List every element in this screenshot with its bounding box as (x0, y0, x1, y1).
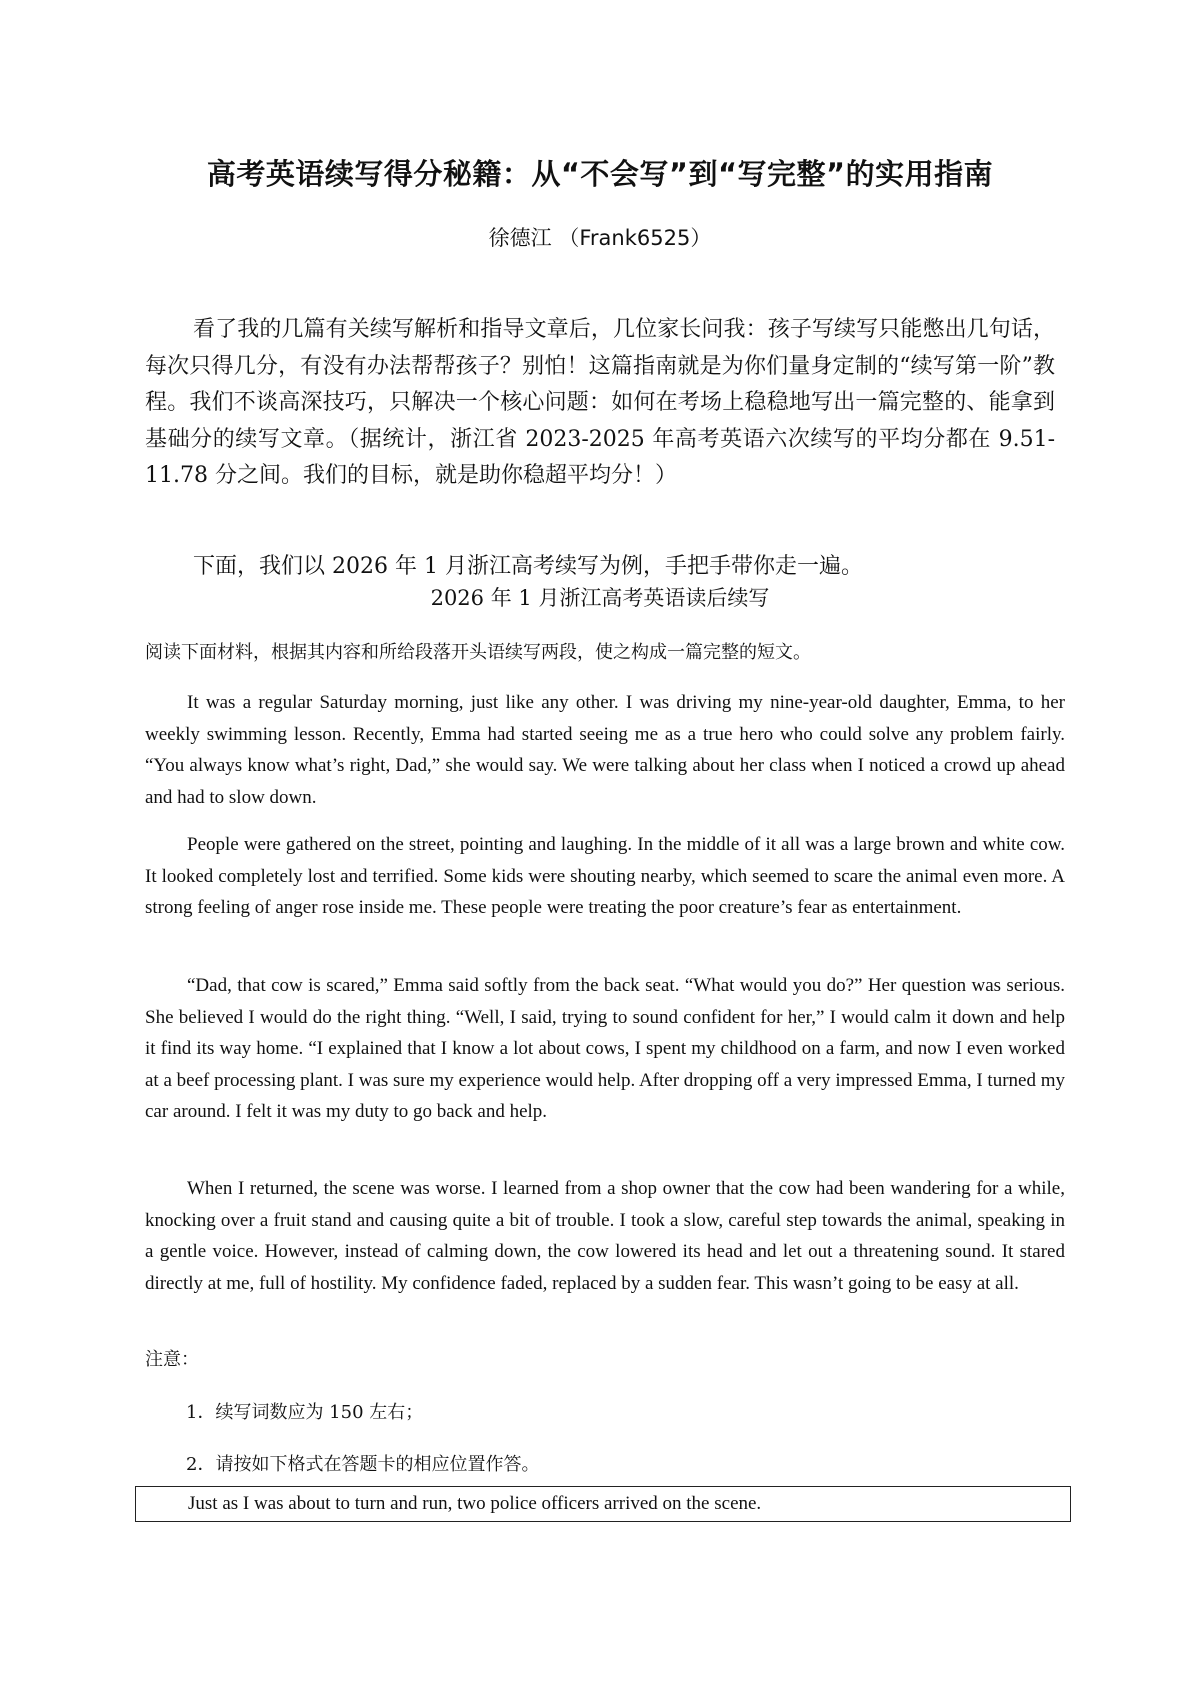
instruction-text: 阅读下面材料，根据其内容和所给段落开头语续写两段，使之构成一篇完整的短文。 (145, 642, 811, 663)
passage-paragraph: “Dad, that cow is scared,” Emma said softly from the back seat. “What would you do?” Her question was serious. She believed I would do the right thing. “Well, I said, trying to sound confident for her,” I would calm it down and help it find its way home. “I explained that I know a lot about cows, I spent my childhood on a farm, and now I even worked at a beef processing plant. I was sure my experience would help. After dropping off a very impressed Emma, I turned my car around. I felt it was my duty to go back and help. (145, 975, 1065, 1122)
document-title: 高考英语续写得分秘籍：从“不会写”到“写完整”的实用指南 (206, 157, 994, 191)
notice-label: 注意： (145, 1349, 199, 1370)
example-intro-line: 下面，我们以 2026 年 1 月浙江高考续写为例，手把手带你走一遍。 (193, 554, 863, 579)
notice-item: 1．续写词数应为 150 左右； (186, 1402, 424, 1423)
answer-prompt-box (135, 1486, 1071, 1522)
author-line: 徐德江 （Frank6525） (488, 226, 712, 250)
passage-paragraph: It was a regular Saturday morning, just like any other. I was driving my nine-year-old daughter, Emma, to her weekly swimming lesson. Recently, Emma had started seeing me as a true hero who could solve any problem fairly. “You always know what’s right, Dad,” she would say. We were talking about her class when I noticed a crowd up ahead and had to slow down. (145, 692, 1065, 808)
passage-paragraph: People were gathered on the street, pointing and laughing. In the middle of it all was a large brown and white cow. It looked completely lost and terrified. Some kids were shouting nearby, which seemed to scare the animal even more. A strong feeling of anger rose inside me. These people were treating the poor creature’s fear as entertainment. (145, 834, 1065, 918)
intro-paragraph: 看了我的几篇有关续写解析和指导文章后，几位家长问我：孩子写续写只能憋出几句话，每次只得几分，有没有办法帮帮孩子？别怕！这篇指南就是为你们量身定制的“续写第一阶”教程。我们不谈高深技巧，只解决一个核心问题：如何在考场上稳稳地写出一篇完整的、能拿到基础分的续写文章。（据统计，浙江省 2023-2025 年高考英语六次续写的平均分都在 9.51-11.78 分之间。我们的目标，就是助你稳超平均分！） (145, 317, 1055, 488)
exam-title: 2026 年 1 月浙江高考英语读后续写 (430, 586, 770, 610)
answer-prompt-text: Just as I was about to turn and run, two police officers arrived on the scene. (188, 1493, 762, 1514)
passage-paragraph: When I returned, the scene was worse. I learned from a shop owner that the cow had been wandering for a while, knocking over a fruit stand and causing quite a bit of trouble. I took a slow, careful step towards the animal, speaking in a gentle voice. However, instead of calming down, the cow lowered its head and let out a threatening sound. It stared directly at me, full of hostility. My confidence faded, replaced by a sudden fear. This wasn’t going to be easy at all. (145, 1178, 1065, 1294)
notice-item: 2．请按如下格式在答题卡的相应位置作答。 (186, 1454, 540, 1475)
